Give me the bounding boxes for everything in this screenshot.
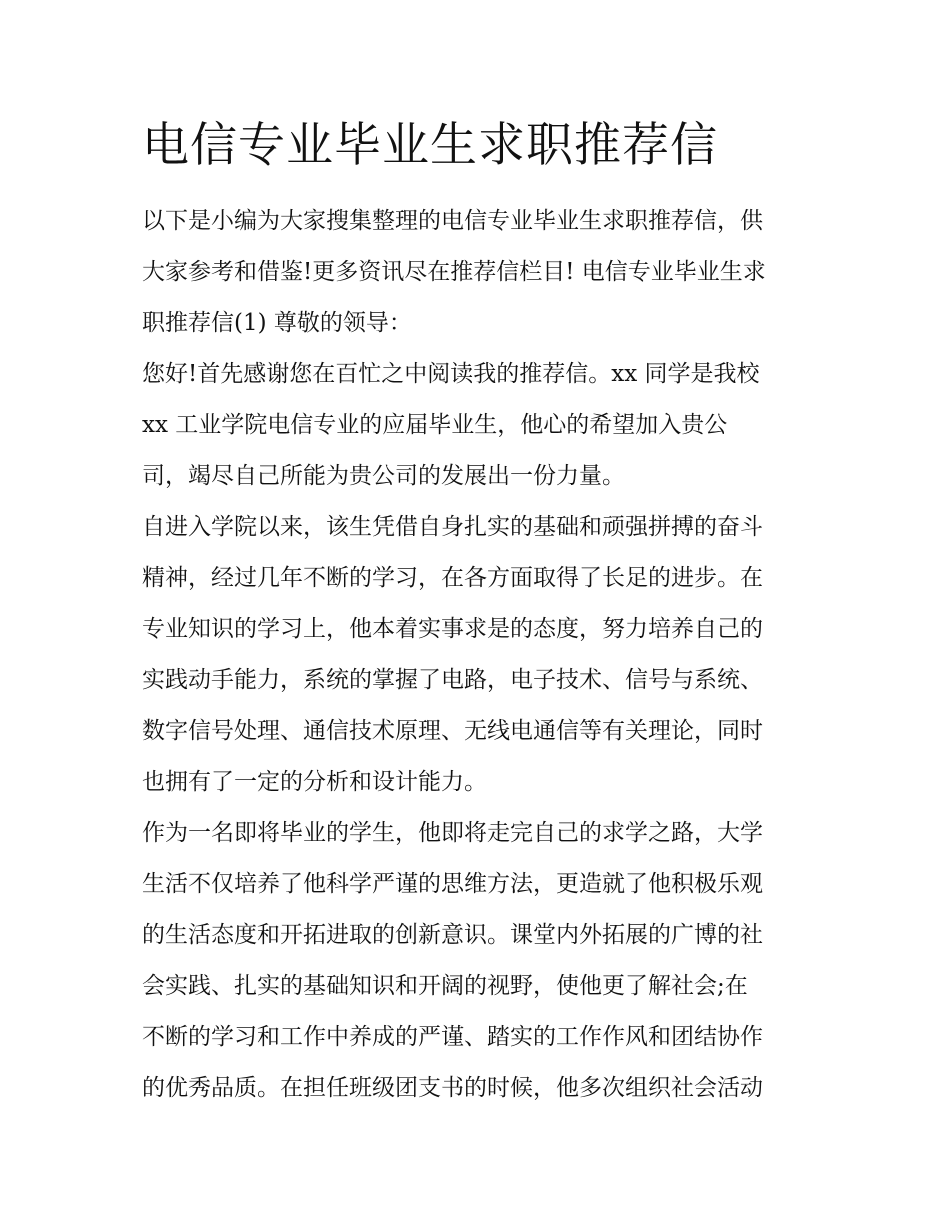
text-line: xx 工业学院电信专业的应届毕业生，他心的希望加入贵公	[142, 412, 728, 438]
text-line: 作为一名即将毕业的学生，他即将走完自己的求学之路，大学	[142, 820, 763, 846]
text-line: 生活不仅培养了他科学严谨的思维方法，更造就了他积极乐观	[142, 871, 763, 897]
paragraph-study	[142, 502, 818, 808]
text-line: 职推荐信(1) 尊敬的领导：	[142, 310, 412, 336]
text-line: 也拥有了一定的分析和设计能力。	[142, 769, 487, 795]
text-line: 专业知识的学习上，他本着实事求是的态度，努力培养自己的	[142, 616, 763, 642]
text-line: 实践动手能力，系统的掌握了电路，电子技术、信号与系统、	[142, 667, 763, 693]
text-line: 以下是小编为大家搜集整理的电信专业毕业生求职推荐信，供	[142, 208, 763, 234]
text-line: 司，竭尽自己所能为贵公司的发展出一份力量。	[142, 463, 625, 489]
text-line: 自进入学院以来，该生凭借自身扎实的基础和顽强拼搏的奋斗	[142, 514, 763, 540]
text-line: 的优秀品质。在担任班级团支书的时候，他多次组织社会活动	[142, 1075, 763, 1101]
text-line: 您好!首先感谢您在百忙之中阅读我的推荐信。xx 同学是我校	[142, 361, 760, 387]
paragraph-greeting	[142, 349, 818, 502]
document-body	[142, 196, 818, 1114]
paragraph-character	[142, 808, 818, 1114]
document-title: 电信专业毕业生求职推荐信	[142, 118, 718, 173]
text-line: 数字信号处理、通信技术原理、无线电通信等有关理论，同时	[142, 718, 763, 744]
text-line: 大家参考和借鉴!更多资讯尽在推荐信栏目! 电信专业毕业生求	[142, 259, 766, 285]
paragraph-intro	[142, 196, 818, 349]
text-line: 会实践、扎实的基础知识和开阔的视野，使他更了解社会;在	[142, 973, 748, 999]
text-line: 不断的学习和工作中养成的严谨、踏实的工作作风和团结协作	[142, 1024, 763, 1050]
text-line: 的生活态度和开拓进取的创新意识。课堂内外拓展的广博的社	[142, 922, 763, 948]
text-line: 精神，经过几年不断的学习，在各方面取得了长足的进步。在	[142, 565, 763, 591]
